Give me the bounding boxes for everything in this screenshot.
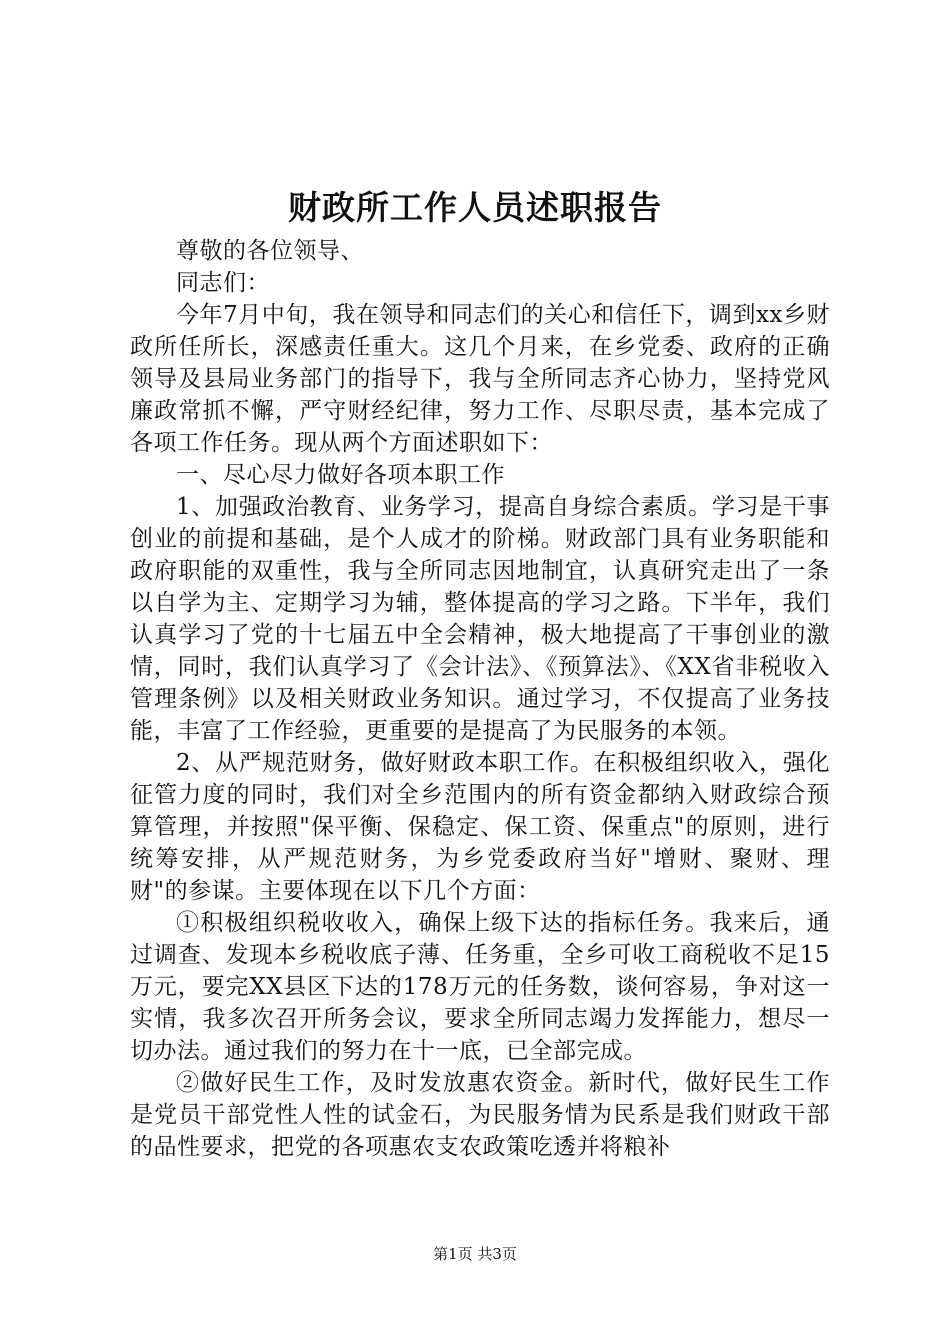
paragraph-tax: ①积极组织税收收入，确保上级下达的指标任务。我来后，通过调查、发现本乡税收底子薄、任务重，全乡可收工商税收不足15万元，要完XX县区下达的178万元的任务数，谈何容易，争对这一实情，我多次召开所务会议，要求全所同志竭力发挥能力，想尽一切办法。通过我们的努力在十一底，已全部完成。 [130, 910, 830, 1064]
page-footer: 第1页 共3页 [433, 1245, 517, 1263]
document-title: 财政所工作人员述职报告 [288, 188, 662, 227]
paragraph-intro: 今年7月中旬，我在领导和同志们的关心和信任下，调到xx乡财政所任所长，深感责任重大。这几个月来，在乡党委、政府的正确领导及县局业务部门的指导下，我与全所同志齐心协力，坚持党风廉政常抓不懈，严守财经纪律，努力工作、尽职尽责，基本完成了各项工作任务。现从两个方面述职如下： [130, 302, 830, 456]
paragraph-salutation-1: 尊敬的各位领导、 [176, 238, 364, 264]
paragraph-livelihood: ②做好民生工作，及时发放惠农资金。新时代，做好民生工作是党员干部党性人性的试金石，为民服务情为民系是我们财政干部的品性要求，把党的各项惠农支农政策吃透并将粮补 [130, 1070, 830, 1160]
paragraph-salutation-2: 同志们： [176, 270, 270, 296]
paragraph-finance: 2、从严规范财务，做好财政本职工作。在积极组织收入，强化征管力度的同时，我们对全乡范围内的所有资金都纳入财政综合预算管理，并按照"保平衡、保稳定、保工资、保重点"的原则，进行统筹安排，从严规范财务，为乡党委政府当好"增财、聚财、理财"的参谋。主要体现在以下几个方面： [130, 750, 830, 904]
paragraph-study: 1、加强政治教育、业务学习，提高自身综合素质。学习是干事创业的前提和基础，是个人成才的阶梯。财政部门具有业务职能和政府职能的双重性，我与全所同志因地制宜，认真研究走出了一条以自学为主、定期学习为辅，整体提高的学习之路。下半年，我们认真学习了党的十七届五中全会精神，极大地提高了干事创业的激情，同时，我们认真学习了《会计法》、《预算法》、《XX省非税收入管理条例》以及相关财政业务知识。通过学习，不仅提高了业务技能，丰富了工作经验，更重要的是提高了为民服务的本领。 [130, 494, 830, 744]
document-body [130, 235, 830, 1163]
section-heading-1: 一、尽心尽力做好各项本职工作 [176, 462, 505, 488]
